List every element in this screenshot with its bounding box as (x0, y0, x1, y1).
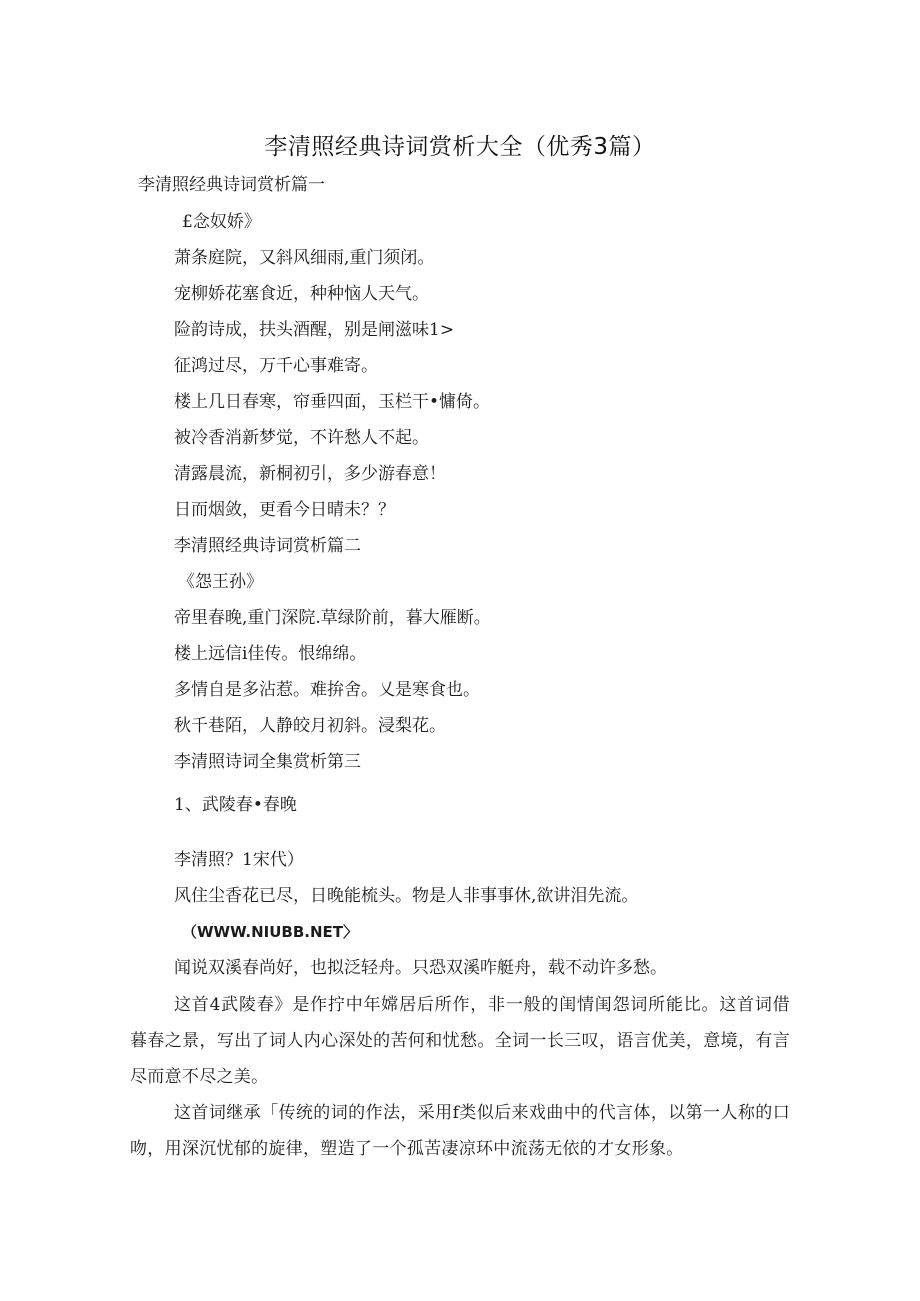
poem2-line: 楼上远信i佳传。恨绵绵。 (174, 644, 367, 664)
section-heading-2: 李清照经典诗词赏析篇二 (174, 536, 361, 556)
poem-author: 李清照？1宋代） (174, 850, 304, 870)
poem2-line: 多情自是多沾惹。难拚舍。乂是寒食也。 (174, 680, 480, 700)
poem-title-nianujiao: £念奴娇》 (182, 212, 261, 232)
poem1-line: 楼上几日春寒，帘垂四面，玉栏干•慵倚。 (174, 392, 491, 412)
poem-title-wulingchun: 1、武陵春•春晚 (174, 795, 297, 815)
commentary-paragraph-1: 这首4武陵春》是作拧中年嫦居后所作，非一般的闺情闺怨词所能比。这首词借暮春之景，写出了词人内心深处的苦何和忧愁。全词一长三叹，语言优美，意境，有言尽而意不尽之美。 (130, 995, 790, 1087)
poem1-line: 清露晨流，新桐初引，多少游春意！ (174, 464, 446, 484)
poem1-line: 萧条庭院，又斜风细雨,重门须闭。 (174, 248, 435, 268)
poem1-line: 征鸿过尽，万千心事难寄。 (174, 356, 378, 376)
commentary-paragraph-2: 这首词继承「传统的词的作法，采用f类似后来戏曲中的代言体，以第一人称的口吻，用深沉忧郁的旋律，塑造了一个孤苦凄凉环中流荡无依的才女形象。 (130, 1103, 790, 1159)
poem2-line: 秋千巷陌，人静皎月初斜。浸梨花。 (174, 716, 446, 736)
document-title: 李清照经典诗词赏析大全（优秀3篇） (264, 134, 656, 160)
poem2-line: 帝里春晚,重门深院.草绿阶前，暮大雁断。 (174, 608, 491, 628)
source-link-text: （WWW.NIUBB.NET〉 (182, 923, 359, 941)
poem1-line: 宠柳娇花塞食近，种种恼人天气。 (174, 284, 429, 304)
poem-title-yuanwangsun: 《怨王孙》 (178, 572, 263, 592)
section-heading-3: 李清照诗词全集赏析第三 (174, 752, 361, 772)
poem1-line: 被冷香消新梦觉，不许愁人不起。 (174, 428, 429, 448)
poem1-line: 险韵诗成，扶头酒醒，别是闸滋味1> (174, 320, 455, 340)
poem3-line: 闻说双溪春尚好，也拟泛轻舟。只恐双溪咋艇舟，载不动许多愁。 (174, 958, 667, 978)
poem3-line: 风住尘香花已尽，日晚能梳头。物是人非事事休,欲讲泪先流。 (174, 886, 639, 906)
poem1-line: 日而烟敛，更看今日晴未？？ (174, 500, 395, 520)
section-heading-1: 李清照经典诗词赏析篇一 (138, 175, 325, 195)
